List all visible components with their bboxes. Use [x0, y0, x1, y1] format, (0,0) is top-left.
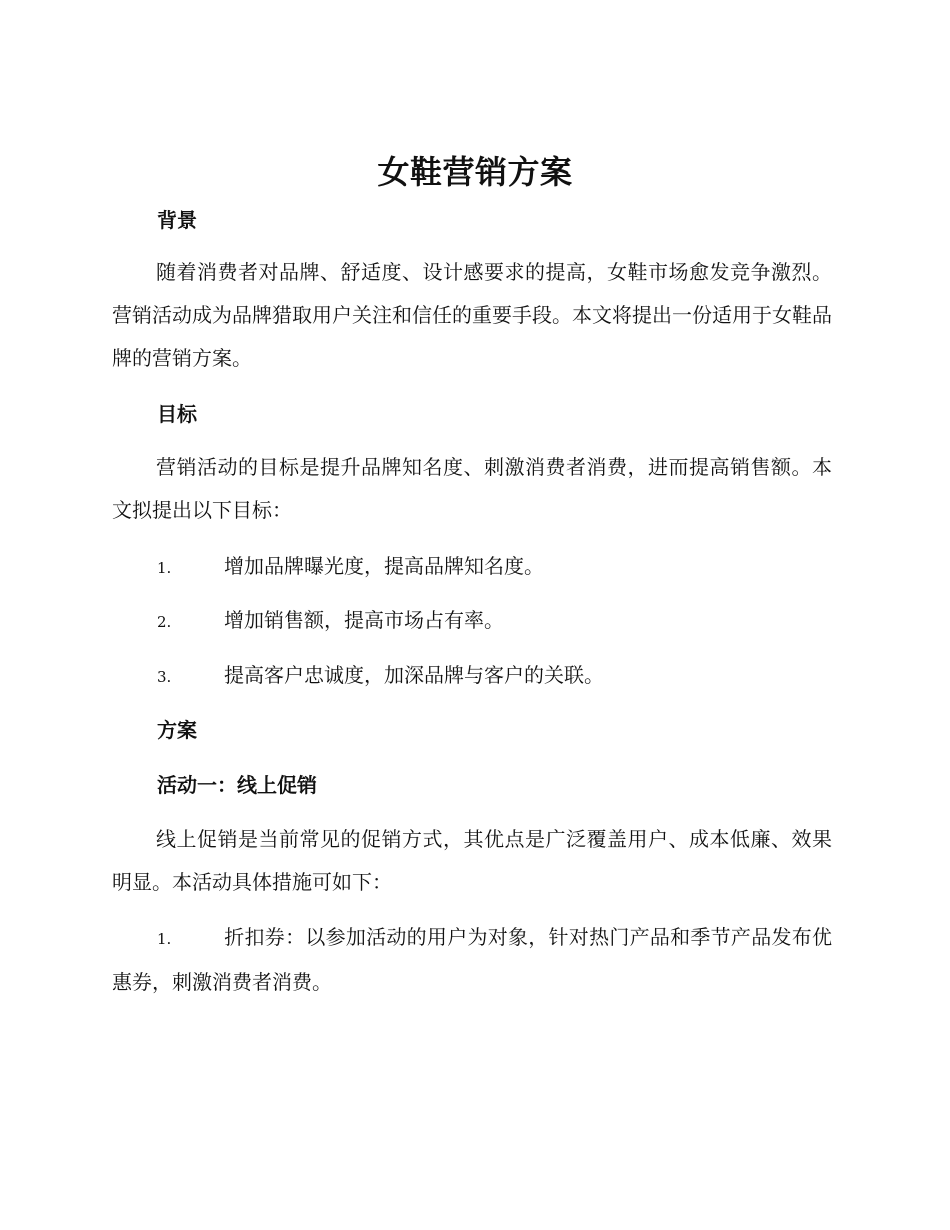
- goal-item: [157, 606, 504, 636]
- document-title: 女鞋营销方案: [377, 153, 573, 191]
- goals-paragraph: 营销活动的目标是提升品牌知名度、刺激消费者消费，进而提高销售额。本文拟提出以下目标：: [112, 455, 832, 522]
- section-heading-plan: 方案: [157, 718, 197, 742]
- goal-item-text: 增加品牌曝光度，提高品牌知名度。: [224, 554, 544, 578]
- goal-item-text: 增加销售额，提高市场占有率。: [224, 608, 504, 632]
- activity-paragraph: 线上促销是当前常见的促销方式，其优点是广泛覆盖用户、成本低廉、效果明显。本活动具体措施可如下：: [112, 827, 832, 894]
- background-paragraph: 随着消费者对品牌、舒适度、设计感要求的提高，女鞋市场愈发竞争激烈。营销活动成为品牌猎取用户关注和信任的重要手段。本文将提出一份适用于女鞋品牌的营销方案。: [112, 260, 832, 370]
- activity-heading: 活动一：线上促销: [157, 773, 317, 797]
- goal-item: [157, 552, 544, 582]
- goal-item-number: 2.: [157, 613, 172, 631]
- section-heading-background: 背景: [157, 208, 197, 232]
- activity-item-text: 折扣券：以参加活动的用户为对象，针对热门产品和季节产品发布优惠券，刺激消费者消费。: [112, 925, 832, 994]
- goal-item-text: 提高客户忠诚度，加深品牌与客户的关联。: [224, 663, 604, 687]
- activity-item-number: 1.: [157, 930, 172, 948]
- section-heading-goals: 目标: [157, 402, 197, 426]
- activity-item: [112, 916, 832, 1004]
- goal-item-number: 3.: [157, 668, 172, 686]
- goal-item: [157, 661, 604, 691]
- goal-item-number: 1.: [157, 559, 172, 577]
